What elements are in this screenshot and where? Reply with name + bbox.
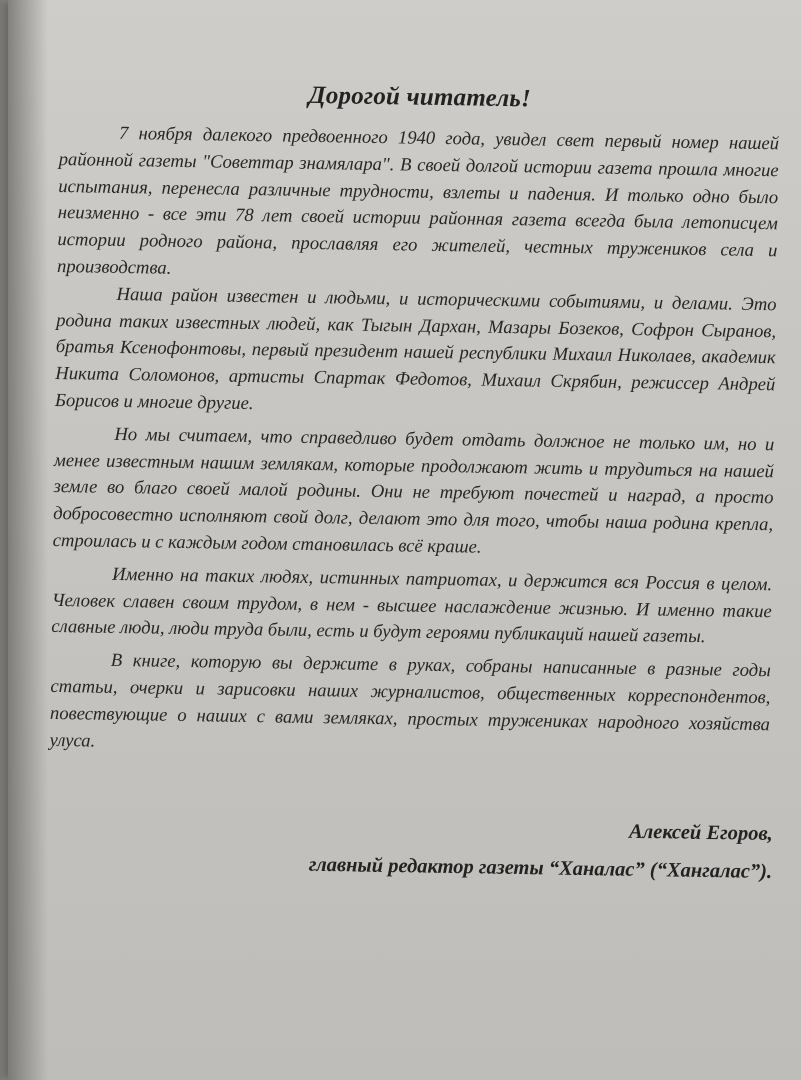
page-edge-shadow [8,0,48,1080]
paragraph-5: В книге, которую вы держите в руках, собраны написанные в разные годы статьи, очерки и зарисовки наших журналистов, общественных корреспондентов, повествующие о наших с вами земляках, простых тружениках народного хозяйства улуса. [49,650,771,752]
letter-body [49,78,780,766]
letter-title: Дорогой читатель! [308,81,532,113]
signature-name: Алексей Егоров, [628,820,773,845]
paragraph-1: 7 ноября далекого предвоенного 1940 года, увидел свет первый номер нашей районной газеты "Советтар знамялара". В своей долгой истории газета прошла многие испытания, перенесла различные трудности, взлеты и падения. И только одно было неизменно - все эти 78 лет своей истории районная газета всегда была летописцем истории родного района, прославляя его жителей, честных тружеников села и производства. [56,122,780,279]
paragraph-4: Именно на таких людях, истинных патриотах, и держится вся Россия в целом. Человек славен своим трудом, в нем - высшее наслаждение жизнью. И именно такие славные люди, люди труда были, есть и будут героями публикаций нашей газеты. [51,563,773,648]
book-page [8,0,801,1080]
signature-position: главный редактор газеты “Ханалас” (“Хангалас”). [308,853,773,883]
signature-block [207,806,773,891]
paragraph-3: Но мы считаем, что справедливо будет отдать должное не только им, но и менее известным нашим землякам, которые продолжают жить и трудиться на нашей земле во благо своей малой родины. Они не требуют почестей и наград, а просто добросовестно исполняют свой долг, делают это для того, чтобы наша родина крепла, строилась и с каждым годом становилась всё краше. [52,423,775,558]
paragraph-2: Наша район известен и людьми, и историческими событиями, и делами. Это родина таких известных людей, как Тыгын Дархан, Мазары Бозеков, Софрон Сыранов, братья Ксенофонтовы, первый президент нашей республики Михаил Николаев, академик Никита Соломонов, артисты Спартак Федотов, Михаил Скрябин, режиссер Андрей Борисов и многие другие. [54,283,777,415]
